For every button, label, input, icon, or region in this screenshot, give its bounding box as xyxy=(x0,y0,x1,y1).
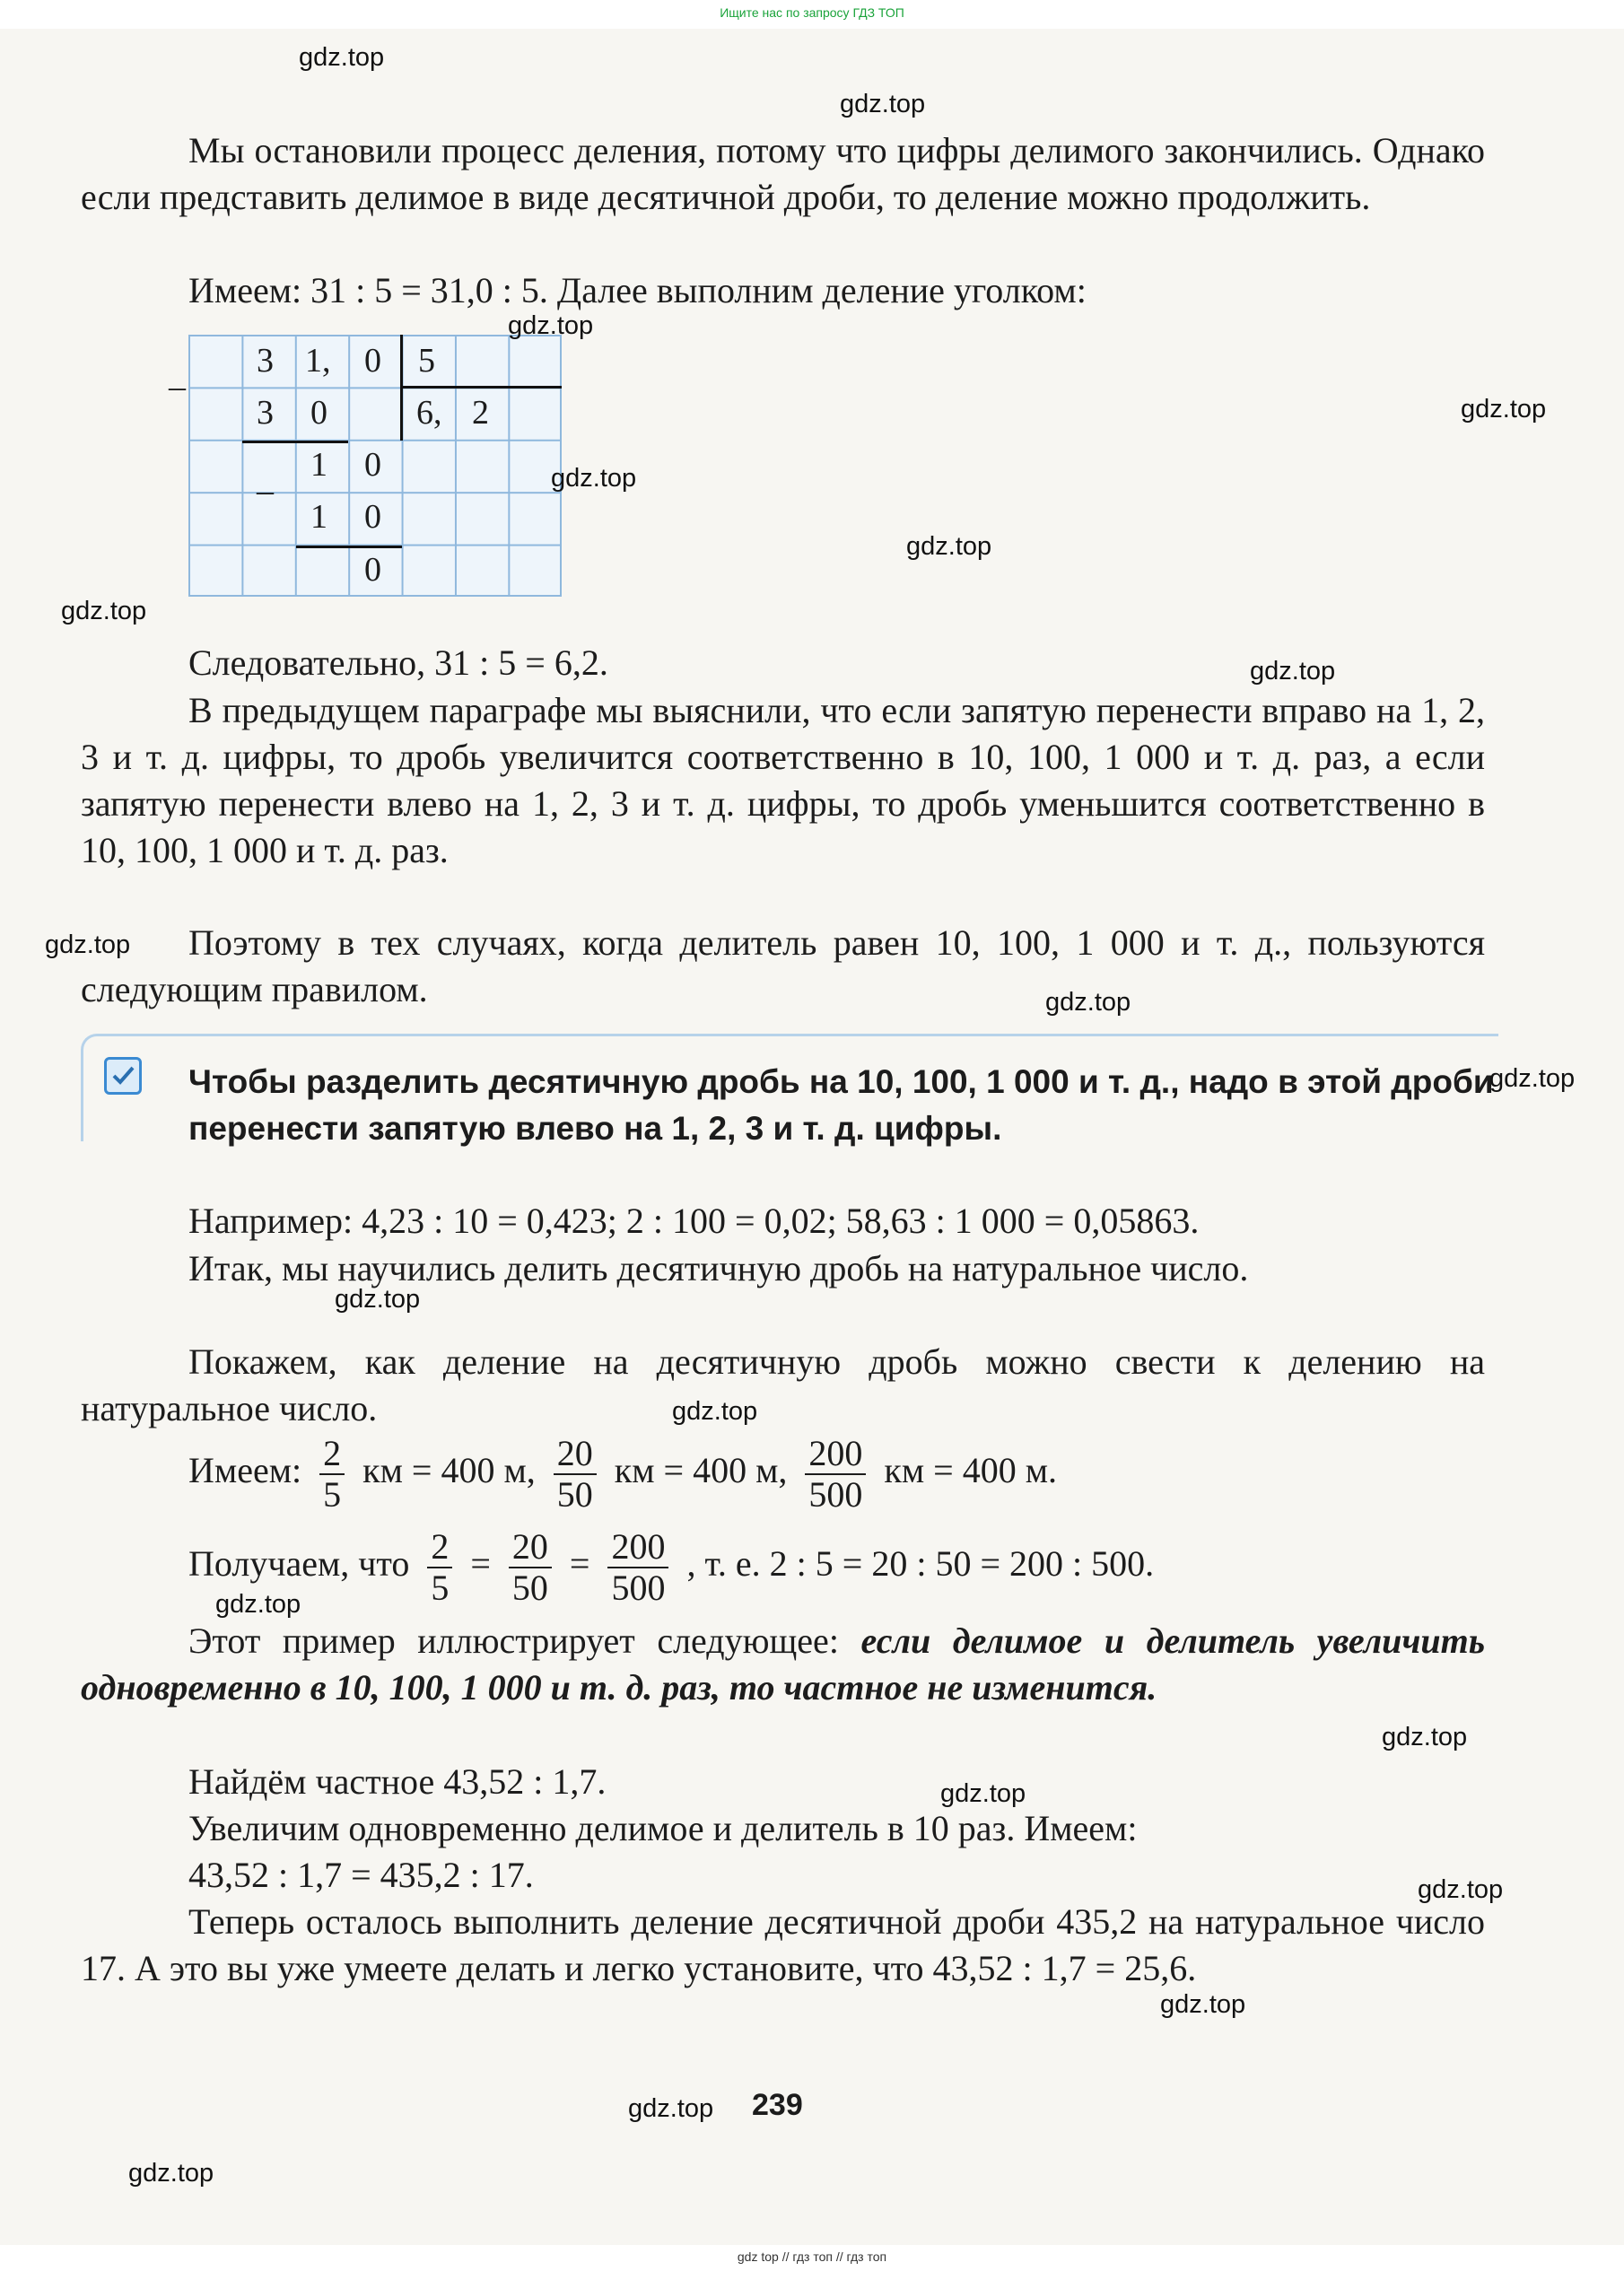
watermark: gdz.top xyxy=(215,1590,301,1619)
digit: 3 xyxy=(257,342,274,380)
page-number: 239 xyxy=(752,2088,803,2122)
watermark: gdz.top xyxy=(906,532,992,561)
subtraction-line xyxy=(242,441,348,443)
quotient-digit: 6, xyxy=(416,394,442,432)
bottom-banner[interactable]: gdz top // гдз топ // гдз топ xyxy=(737,2249,887,2264)
equation-text: км = 400 м. xyxy=(884,1450,1058,1491)
equation-text: , т. е. 2 : 5 = 20 : 50 = 200 : 500. xyxy=(686,1543,1155,1585)
watermark: gdz.top xyxy=(1461,395,1547,424)
fraction: $\frac{200}{500}$ xyxy=(607,1527,668,1608)
property-statement: если делимое и делитель увеличить одновременно в 10, 100, 1 000 и т. д. раз, то частное не изменится. xyxy=(81,1620,1485,1708)
digit: 3 xyxy=(257,394,274,432)
paragraph-example-intro: Имеем: 31 : 5 = 31,0 : 5. Далее выполним деление уголком: xyxy=(188,270,1087,310)
digit: 0 xyxy=(364,446,381,484)
digit: 0 xyxy=(364,551,381,589)
watermark: gdz.top xyxy=(628,2094,714,2123)
fraction: $\frac{20}{50}$ xyxy=(554,1434,597,1515)
minus-sign: – xyxy=(169,368,186,406)
digit: 0 xyxy=(310,394,327,432)
paragraph-find-quotient: Найдём частное 43,52 : 1,7. xyxy=(188,1761,607,1802)
check-icon xyxy=(104,1057,142,1095)
watermark: gdz.top xyxy=(940,1779,1026,1808)
rule-text: Чтобы разделить десятичную дробь на 10, 100, 1 000 и т. д., надо в этой дроби перенести запятую влево на 1, 2, 3 и т. д. цифры. xyxy=(188,1063,1494,1147)
equation-km xyxy=(188,1434,1057,1515)
digit: 1 xyxy=(310,498,327,536)
watermark: gdz.top xyxy=(335,1285,421,1314)
watermark: gdz.top xyxy=(840,90,926,118)
watermark: gdz.top xyxy=(1489,1064,1576,1093)
fraction: $\frac{2}{5}$ xyxy=(319,1434,345,1515)
paragraph-examples: Например: 4,23 : 10 = 0,423; 2 : 100 = 0,02; 58,63 : 1 000 = 0,05863. xyxy=(188,1201,1200,1241)
watermark: gdz.top xyxy=(1382,1723,1468,1751)
equals-sign: = xyxy=(569,1543,590,1585)
watermark: gdz.top xyxy=(128,2159,214,2188)
paragraph-property xyxy=(81,1618,1485,1711)
watermark: gdz.top xyxy=(672,1397,758,1426)
equation-text: км = 400 м, xyxy=(614,1450,788,1491)
watermark: gdz.top xyxy=(1045,988,1131,1017)
digit: 1 xyxy=(310,446,327,484)
watermark: gdz.top xyxy=(1250,657,1336,686)
fraction: $\frac{200}{500}$ xyxy=(805,1434,866,1515)
watermark: gdz.top xyxy=(299,43,385,72)
paragraph-rule-intro: Поэтому в тех случаях, когда делитель равен 10, 100, 1 000 и т. д., пользуются следующим правилом. xyxy=(81,922,1485,1009)
equation-text: км = 400 м, xyxy=(362,1450,536,1491)
watermark: gdz.top xyxy=(1418,1875,1504,1904)
property-intro: Этот пример иллюстрирует следующее: xyxy=(188,1620,861,1661)
subtraction-line xyxy=(296,546,402,548)
digit: 0 xyxy=(364,342,381,380)
division-bar xyxy=(400,386,562,389)
watermark: gdz.top xyxy=(508,311,594,340)
equation-equal-fractions xyxy=(188,1527,1154,1608)
divisor-digit: 5 xyxy=(418,342,435,380)
watermark: gdz.top xyxy=(551,464,637,493)
fraction: $\frac{20}{50}$ xyxy=(509,1527,552,1608)
minus-sign: – xyxy=(257,472,274,510)
digit: 0 xyxy=(364,498,381,536)
long-division-grid xyxy=(169,335,562,597)
paragraph-result: Следовательно, 31 : 5 = 6,2. xyxy=(188,642,608,683)
paragraph-division-stopped: Мы остановили процесс деления, потому что цифры делимого закончились. Однако если представить делимое в виде десятичной дроби, то деление можно продолжить. xyxy=(81,130,1485,217)
top-banner[interactable]: Ищите нас по запросу ГДЗ ТОП xyxy=(720,5,904,20)
equation-lead: Получаем, что xyxy=(188,1543,410,1585)
watermark: gdz.top xyxy=(1160,1990,1246,2019)
paragraph-equivalent: 43,52 : 1,7 = 435,2 : 17. xyxy=(188,1855,534,1895)
paragraph-conclusion: Теперь осталось выполнить деление десятичной дроби 435,2 на натуральное число 17. А это вы уже умеете делать и легко установите, что 43,52 : 1,7 = 25,6. xyxy=(81,1901,1485,1988)
quotient-digit: 2 xyxy=(472,394,489,432)
watermark: gdz.top xyxy=(61,597,147,625)
equation-lead: Имеем: xyxy=(188,1450,302,1491)
paragraph-reduce: Покажем, как деление на десятичную дробь можно свести к делению на натуральное число. xyxy=(81,1341,1485,1428)
fraction: $\frac{2}{5}$ xyxy=(427,1527,452,1608)
equals-sign: = xyxy=(470,1543,491,1585)
paragraph-comma-shift: В предыдущем параграфе мы выяснили, что если запятую перенести вправо на 1, 2, 3 и т. д. цифры, то дробь увеличится соответственно в 10, 100, 1 000 и т. д. раз, а если запятую перенести влево на 1, 2, 3 и т. д. цифры, то дробь уменьшится соответственно в 10, 100, 1 000 и т. д. раз. xyxy=(81,690,1485,870)
watermark: gdz.top xyxy=(45,930,131,959)
paragraph-summary: Итак, мы научились делить десятичную дробь на натуральное число. xyxy=(188,1248,1249,1288)
digit: 1, xyxy=(305,342,331,380)
paragraph-multiply: Увеличим одновременно делимое и делитель в 10 раз. Имеем: xyxy=(188,1808,1138,1848)
